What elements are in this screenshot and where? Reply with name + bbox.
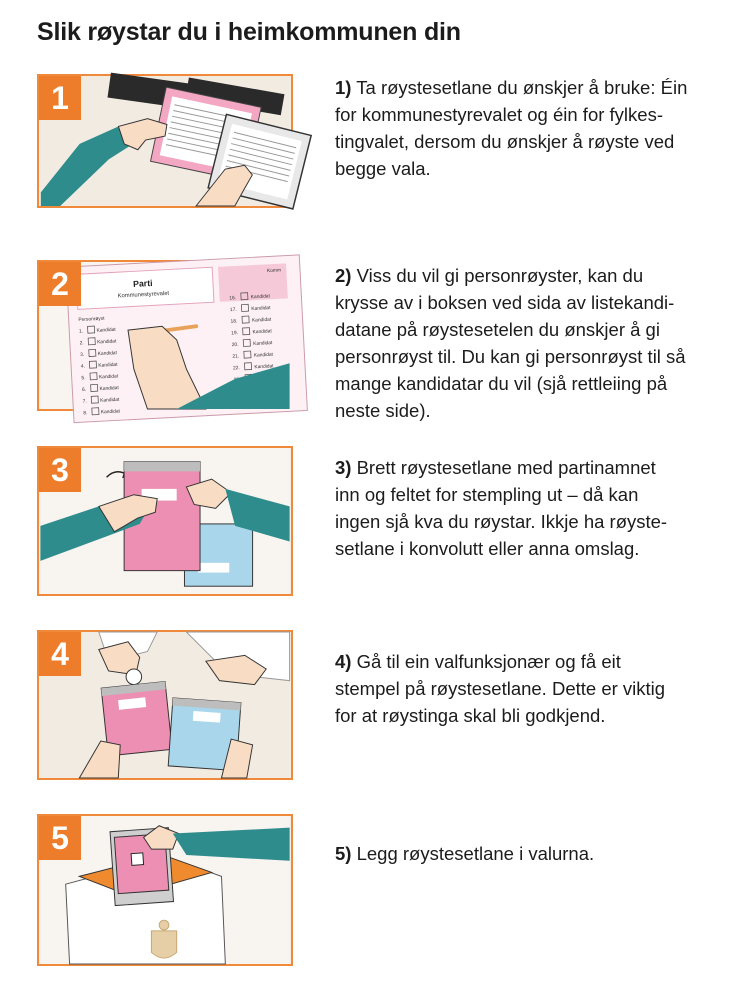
right-candidate-name: Kandidat	[251, 317, 272, 324]
right-candidate-name: Kandidat	[253, 352, 274, 359]
left-candidate-name: Kandidat	[99, 386, 119, 393]
step-3-number: 3)	[335, 457, 352, 478]
right-candidate-name: Kandidat	[251, 306, 271, 313]
right-candidate-number: 22.	[232, 366, 240, 372]
left-candidate-name: Kandidat	[96, 327, 116, 334]
left-candidate-name: Kandidat	[98, 374, 119, 381]
right-candidate-number: 18.	[230, 319, 238, 325]
step-3-illustration	[37, 446, 293, 596]
ballot-corner-label: Komm	[266, 268, 282, 275]
step-1-number: 1)	[335, 77, 352, 98]
right-candidate-name: Kandidat	[253, 341, 273, 348]
step-3-text: Brett røystesetlane med partinamnet inn og feltet for stempling ut – då kan ingen sjå kva du røystar. Ikkje ha røyste- setlane i konvolutt eller anna omslag.	[335, 457, 668, 559]
step-5-description	[335, 840, 735, 867]
left-candidate-name: Kandidat	[98, 362, 118, 369]
step-5-badge: 5	[39, 816, 81, 860]
step-4-illustration	[37, 630, 293, 780]
step-2-description	[335, 262, 735, 424]
right-candidate-name: Kandidat	[254, 364, 274, 371]
left-candidate-name: Kandidat	[97, 351, 118, 358]
step-3-description	[335, 454, 735, 562]
ballot-heading: Parti	[132, 277, 153, 289]
left-candidate-number: 5.	[81, 376, 86, 382]
left-candidate-name: Kandidat	[100, 397, 120, 404]
step-3-badge: 3	[39, 448, 81, 492]
left-candidate-number: 6.	[81, 387, 87, 394]
step-4-text: Gå til ein valfunksjonær og få eit stempel på røystesetlane. Dette er viktig for at røystinga skal bli godkjend.	[335, 651, 666, 726]
left-candidate-number: 2.	[79, 341, 84, 347]
step-1-text: Ta røystesetlane du ønskjer å bruke: Éin for kommunestyrevalet og éin for fylkes- tingvalet, dersom du ønskjer å røyste ved begge vala.	[335, 77, 688, 179]
page-title: Slik røystar du i heimkommunen din	[37, 18, 461, 46]
step-2-text: Viss du vil gi personrøyster, kan du krysse av i boksen ved sida av listekandi- datane på røystesetelen du ønskjer å gi personrøyst til. Du kan gi personrøyst til så mange kandidatar du vil (sjå rettleiing på neste side).	[335, 265, 686, 421]
left-candidate-number: 4.	[80, 364, 86, 370]
step-5-text: Legg røystesetlane i valurna.	[351, 843, 595, 864]
left-candidate-number: 7.	[82, 399, 87, 405]
step-1-badge: 1	[39, 76, 81, 120]
right-candidate-number: 17.	[229, 307, 237, 314]
right-candidate-name: Kandidat	[250, 294, 271, 301]
left-candidate-number: 1.	[78, 329, 84, 335]
left-candidate-name: Kandidat	[97, 339, 117, 346]
right-candidate-number: 16.	[229, 296, 237, 302]
step-4-description	[335, 648, 735, 729]
right-candidate-number: 20.	[231, 342, 239, 349]
left-candidate-name: Kandidat	[100, 409, 121, 416]
right-candidate-name: Kandidat	[252, 329, 272, 336]
step-5-illustration	[37, 814, 293, 966]
step-1-description	[335, 74, 735, 182]
step-5-number: 5)	[335, 843, 352, 864]
right-candidate-number: 19.	[231, 331, 239, 337]
step-4-badge: 4	[39, 632, 81, 676]
step-2-badge: 2	[39, 262, 81, 306]
step-1-illustration	[37, 74, 293, 208]
step-4-number: 4)	[335, 651, 352, 672]
ballot-subheading: Kommunestyrevalet	[117, 290, 170, 300]
left-candidate-number: 8.	[83, 411, 88, 417]
left-candidate-number: 3.	[80, 352, 85, 359]
step-2-number: 2)	[335, 265, 352, 286]
step-2-illustration	[37, 260, 293, 417]
ballot-column-label: Personrøyst	[78, 316, 105, 324]
right-candidate-number: 21.	[232, 354, 240, 360]
